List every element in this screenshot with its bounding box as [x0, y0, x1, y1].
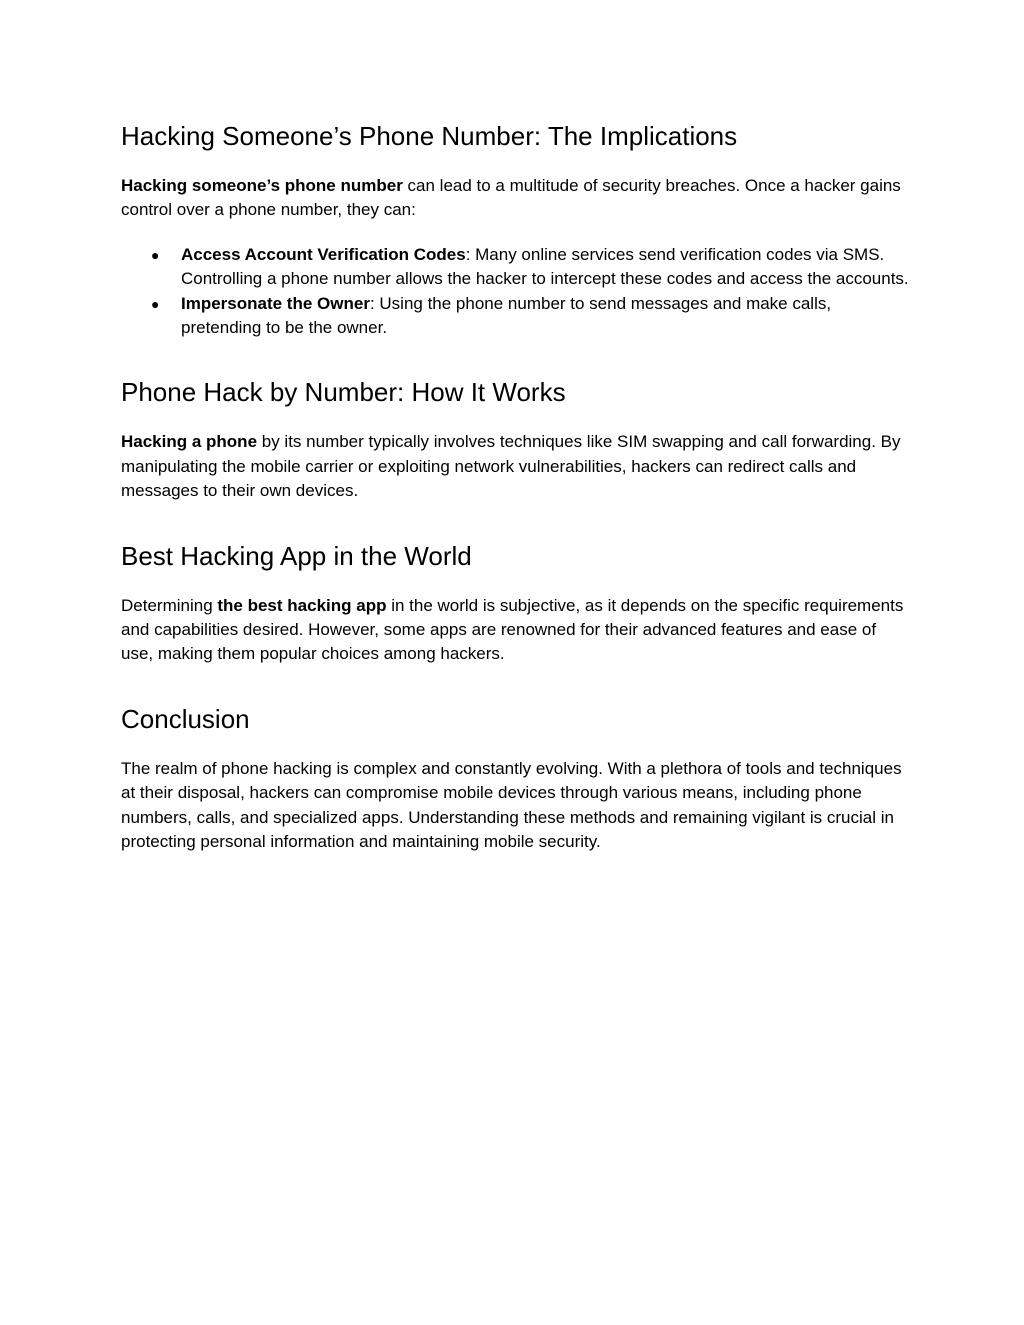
bullet-icon: ●: [151, 295, 160, 312]
bold-phrase: Hacking a phone: [121, 432, 258, 452]
section-heading-best-app: Best Hacking App in the World: [121, 540, 472, 571]
section-paragraph-conclusion: [121, 757, 911, 855]
section-paragraph-implications: [121, 174, 911, 223]
list-item-text: : Using the phone number to send messages and make calls, pretending to be the owner.: [181, 293, 832, 338]
section-heading-implications: Hacking Someone’s Phone Number: The Implications: [121, 121, 738, 151]
bullet-list: [121, 243, 911, 341]
paragraph-text: The realm of phone hacking is complex and constantly evolving. With a plethora of tools and techniques at their disposal, hackers can compromise mobile devices through various means, including phone numbers, calls, and specialized apps. Understanding these methods and remaining vigilant is crucial in protecting personal information and maintaining mobile security.: [121, 758, 902, 852]
list-item: [121, 243, 911, 292]
document-page: [121, 118, 911, 855]
bold-phrase: Impersonate the Owner: [181, 293, 370, 313]
section-heading-how-it-works: Phone Hack by Number: How It Works: [121, 377, 566, 408]
paragraph-text: in the world is subjective, as it depends on the specific requirements and capabilities desired. However, some apps are renowned for their advanced features and ease of use, making them popular choices among hackers.: [121, 595, 904, 664]
section-paragraph-best-app: [121, 594, 911, 667]
bullet-icon: ●: [151, 246, 160, 263]
section-heading-conclusion: Conclusion: [121, 703, 250, 734]
bold-phrase: Access Account Verification Codes: [181, 244, 466, 264]
bold-phrase: the best hacking app: [217, 595, 387, 615]
paragraph-text: Determining: [121, 595, 218, 615]
bold-phrase: Hacking someone’s phone number: [121, 176, 403, 195]
paragraph-text: can lead to a multitude of security breaches. Once a hacker gains control over a phone number, they can:: [121, 176, 901, 220]
list-item: [121, 292, 911, 341]
section-paragraph-how-it-works: [121, 430, 911, 503]
paragraph-text: by its number typically involves techniques like SIM swapping and call forwarding. By manipulating the mobile carrier or exploiting network vulnerabilities, hackers can redirect calls and messages to their own devices.: [121, 432, 901, 501]
list-item-text: : Many online services send verification codes via SMS. Controlling a phone number allows the hacker to intercept these codes and access the accounts.: [181, 244, 909, 289]
